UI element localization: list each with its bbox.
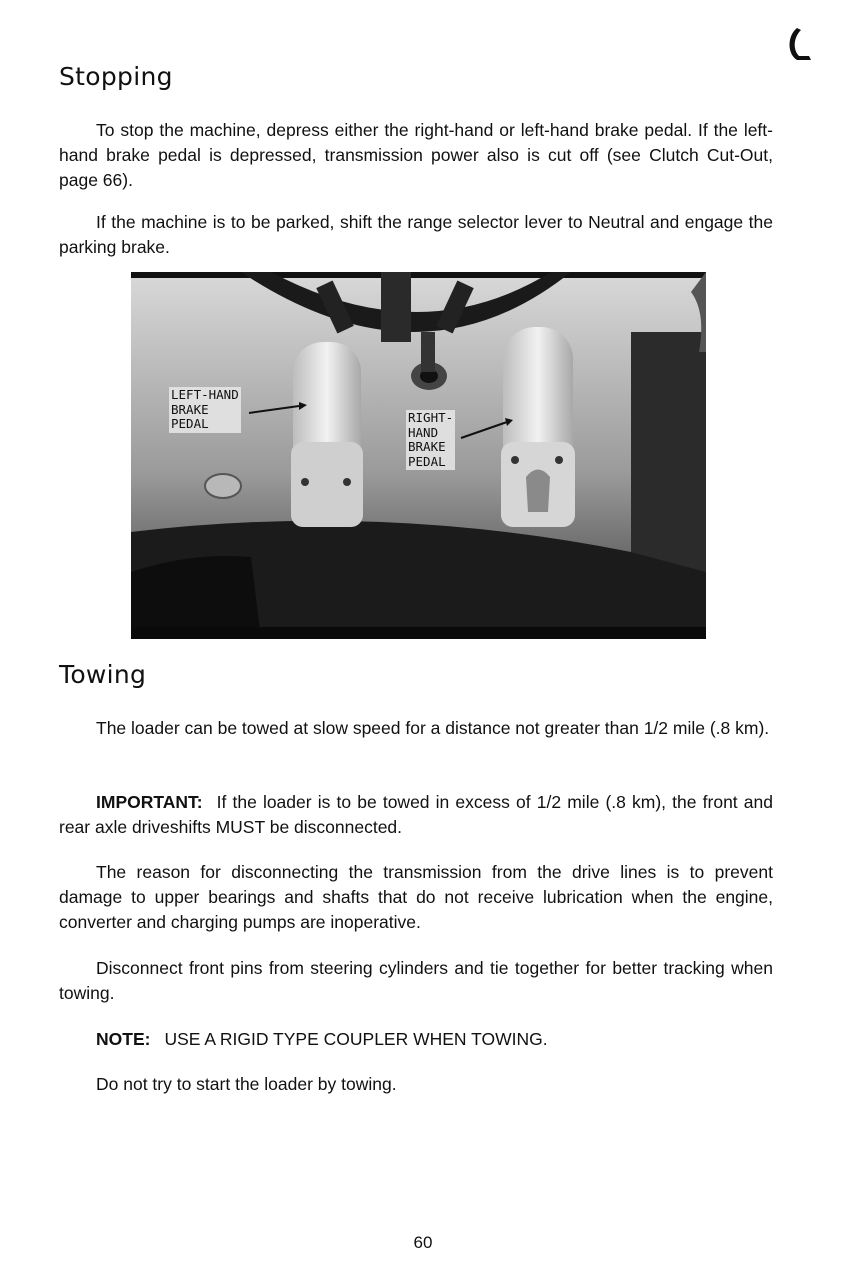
towing-paragraph-3 xyxy=(59,860,773,935)
towing-paragraph-1-text: The loader can be towed at slow speed for a distance not greater than 1/2 mile (.8 km). xyxy=(96,718,770,738)
important-paragraph xyxy=(59,790,773,840)
left-brake-pedal-callout: LEFT-HAND BRAKE PEDAL xyxy=(171,387,239,431)
towing-paragraph-4 xyxy=(59,956,773,1006)
towing-paragraph-1 xyxy=(59,716,773,741)
note-text: USE A RIGID TYPE COUPLER WHEN TOWING. xyxy=(164,1029,548,1049)
section-heading-towing: Towing xyxy=(59,660,147,689)
stopping-paragraph-2-text: If the machine is to be parked, shift the range selector lever to Neutral and engage the parking brake. xyxy=(59,212,773,257)
brake-pedals-photo xyxy=(131,272,706,639)
right-brake-pedal-shape xyxy=(501,327,575,527)
important-text: If the loader is to be towed in excess of 1/2 mile (.8 km), the front and rear axle driveshifts MUST be disconnected. xyxy=(59,792,773,837)
towing-paragraph-5: Do not try to start the loader by towing. xyxy=(96,1074,397,1094)
important-label: IMPORTANT: xyxy=(96,792,203,812)
stopping-paragraph-1 xyxy=(59,118,773,193)
stopping-paragraph-2 xyxy=(59,210,773,260)
stopping-paragraph-1-text: To stop the machine, depress either the right-hand or left-hand brake pedal. If the left-hand brake pedal is depressed, transmission power also is cut off (see Clutch Cut-Out, page 66). xyxy=(59,120,773,190)
page-number: 60 xyxy=(413,1233,433,1252)
note-line xyxy=(96,1027,548,1052)
section-heading-stopping: Stopping xyxy=(59,62,173,91)
towing-paragraph-4-text: Disconnect front pins from steering cylinders and tie together for better tracking when towing. xyxy=(59,958,773,1003)
right-brake-pedal-callout: RIGHT- HAND BRAKE PEDAL xyxy=(408,410,454,469)
towing-paragraph-3-text: The reason for disconnecting the transmission from the drive lines is to prevent damage to upper bearings and shafts that do not receive lubrication when the engine, converter and charging pumps are inoperative. xyxy=(59,862,773,932)
note-label: NOTE: xyxy=(96,1029,151,1049)
left-brake-pedal-shape xyxy=(291,342,363,527)
corner-hole-mark xyxy=(783,24,815,64)
